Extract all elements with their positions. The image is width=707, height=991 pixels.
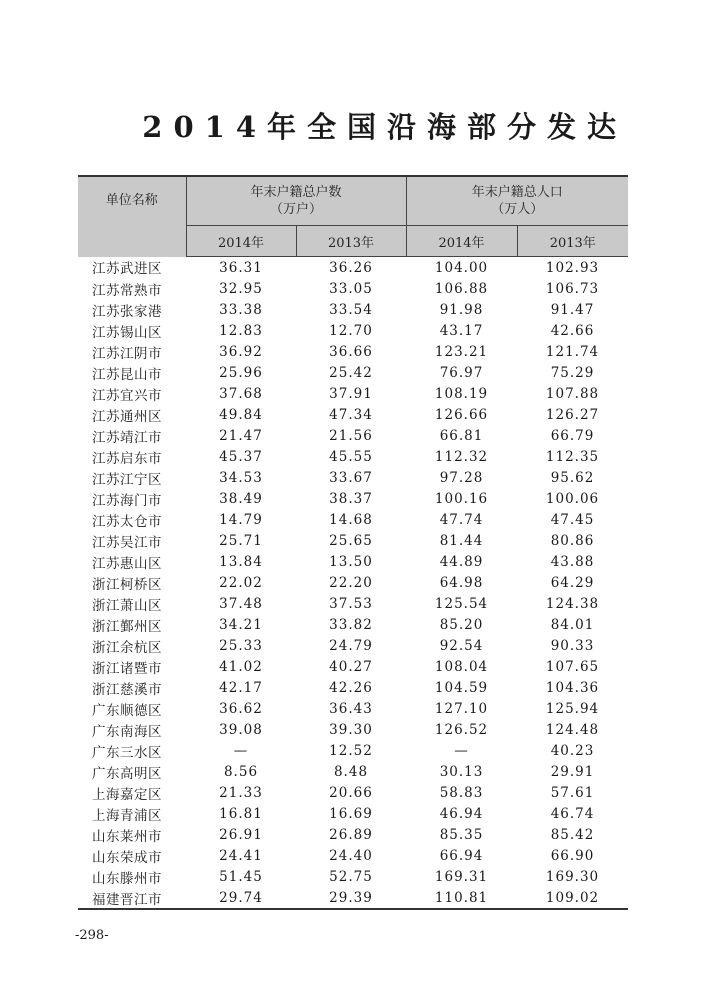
table-row xyxy=(78,320,628,341)
households-2014-cell: 16.81 xyxy=(219,805,263,822)
population-2014-cell: 100.16 xyxy=(434,490,489,507)
households-2013-cell: 33.67 xyxy=(329,469,373,486)
region-name-cell: 浙江柯桥区 xyxy=(92,576,162,593)
households-2013-cell: 37.91 xyxy=(329,385,373,402)
table-row xyxy=(78,341,628,362)
region-name-cell: 江苏吴江市 xyxy=(92,534,162,551)
table-row xyxy=(78,488,628,509)
region-name-cell: 江苏宜兴市 xyxy=(92,387,162,404)
population-2014-cell: 58.83 xyxy=(439,784,484,801)
population-2014-cell: 104.00 xyxy=(434,259,489,276)
population-2014-cell: 126.66 xyxy=(434,406,489,423)
population-2014-cell: 127.10 xyxy=(434,700,489,717)
households-2014-cell: 38.49 xyxy=(219,490,263,507)
table-row xyxy=(78,866,628,887)
households-2013-cell: 26.89 xyxy=(329,826,373,843)
population-2014-cell: 46.94 xyxy=(439,805,484,822)
table-row xyxy=(78,740,628,761)
table-body xyxy=(78,257,628,910)
region-name-cell: 江苏海门市 xyxy=(92,492,162,509)
households-2014-cell: 39.08 xyxy=(219,721,263,738)
households-2013-cell: 20.66 xyxy=(329,784,373,801)
households-2014-cell: 21.33 xyxy=(219,784,263,801)
region-name-cell: 江苏靖江市 xyxy=(92,429,162,446)
header-unit-name: 单位名称 xyxy=(78,176,186,257)
table-row xyxy=(78,761,628,782)
households-2014-cell: 21.47 xyxy=(219,427,263,444)
population-2013-cell: 124.38 xyxy=(545,595,600,612)
households-2013-cell: 47.34 xyxy=(329,406,373,423)
population-2013-cell: 104.36 xyxy=(545,679,600,696)
population-2014-cell: 66.94 xyxy=(439,847,484,864)
table-row xyxy=(78,614,628,635)
population-2014-cell: 47.74 xyxy=(439,511,484,528)
population-2014-cell: 123.21 xyxy=(434,343,489,360)
region-name-cell: 江苏常熟市 xyxy=(92,282,162,299)
population-2014-cell: 125.54 xyxy=(434,595,489,612)
population-2013-cell: 42.66 xyxy=(550,322,595,339)
population-2013-cell: 85.42 xyxy=(550,826,595,843)
region-name-cell: 广东高明区 xyxy=(92,765,162,782)
page-title: 2014年全国沿海部分发达 xyxy=(142,110,627,144)
region-name-cell: 广东顺德区 xyxy=(92,702,162,719)
households-2014-cell: 51.45 xyxy=(219,868,263,885)
header-row-groups xyxy=(78,176,628,226)
households-2014-cell: 36.31 xyxy=(219,259,263,276)
households-2014-cell: 34.53 xyxy=(219,469,263,486)
households-2013-cell: 21.56 xyxy=(329,427,373,444)
households-2013-cell: 36.26 xyxy=(329,259,373,276)
table-row xyxy=(78,530,628,551)
population-2014-cell: 97.28 xyxy=(439,469,484,486)
population-2014-cell: 30.13 xyxy=(439,763,484,780)
table-row xyxy=(78,845,628,866)
population-2013-cell: 121.74 xyxy=(545,343,600,360)
population-2014-cell: — xyxy=(454,742,469,759)
population-2013-cell: 169.30 xyxy=(545,868,600,885)
population-2013-cell: 126.27 xyxy=(545,406,600,423)
households-2013-cell: 52.75 xyxy=(329,868,373,885)
population-2014-cell: 126.52 xyxy=(434,721,489,738)
table-row xyxy=(78,635,628,656)
households-2014-cell: 37.48 xyxy=(219,595,263,612)
table-row xyxy=(78,446,628,467)
page-number: -298- xyxy=(75,928,109,943)
households-2013-cell: 33.82 xyxy=(329,616,373,633)
region-name-cell: 浙江余杭区 xyxy=(92,639,162,656)
households-2014-cell: 22.02 xyxy=(219,574,263,591)
table-row xyxy=(78,383,628,404)
population-2014-cell: 85.20 xyxy=(439,616,484,633)
population-2014-cell: 104.59 xyxy=(434,679,489,696)
population-2014-cell: 91.98 xyxy=(439,301,484,318)
table-row xyxy=(78,677,628,698)
population-2014-cell: 169.31 xyxy=(434,868,489,885)
population-2014-cell: 108.04 xyxy=(434,658,489,675)
table-header xyxy=(78,176,628,257)
population-2014-cell: 76.97 xyxy=(439,364,484,381)
population-2013-cell: 29.91 xyxy=(550,763,595,780)
table-row xyxy=(78,656,628,677)
table-row xyxy=(78,278,628,299)
households-2014-cell: 37.68 xyxy=(219,385,263,402)
households-2014-cell: 8.56 xyxy=(223,763,259,780)
table-row xyxy=(78,257,628,279)
households-2014-cell: 14.79 xyxy=(219,511,263,528)
households-2013-cell: 14.68 xyxy=(329,511,373,528)
households-2014-cell: — xyxy=(233,742,249,759)
population-2014-cell: 108.19 xyxy=(434,385,489,402)
households-2014-cell: 49.84 xyxy=(219,406,263,423)
households-2013-cell: 22.20 xyxy=(329,574,373,591)
households-2014-cell: 42.17 xyxy=(219,679,263,696)
header-group-households-label: 年末户籍总户数 xyxy=(250,185,342,200)
region-name-cell: 上海青浦区 xyxy=(92,807,162,824)
data-table-container xyxy=(78,175,628,910)
header-year: 2014年 xyxy=(406,226,517,257)
households-2014-cell: 34.21 xyxy=(219,616,263,633)
households-2013-cell: 24.79 xyxy=(329,637,373,654)
households-2014-cell: 26.91 xyxy=(219,826,263,843)
header-year: 2014年 xyxy=(186,226,296,257)
population-2013-cell: 84.01 xyxy=(550,616,595,633)
population-2013-cell: 112.35 xyxy=(545,448,600,465)
population-2014-cell: 43.17 xyxy=(439,322,484,339)
households-2013-cell: 45.55 xyxy=(329,448,373,465)
population-2013-cell: 109.02 xyxy=(517,887,628,909)
table-row xyxy=(78,425,628,446)
households-2013-cell: 33.05 xyxy=(329,280,373,297)
population-2013-cell: 75.29 xyxy=(550,364,595,381)
table-row xyxy=(78,698,628,719)
header-year: 2013年 xyxy=(296,226,406,257)
households-2014-cell: 41.02 xyxy=(219,658,263,675)
population-2013-cell: 90.33 xyxy=(550,637,595,654)
population-2013-cell: 95.62 xyxy=(550,469,595,486)
table-row xyxy=(78,551,628,572)
households-2013-cell: 40.27 xyxy=(329,658,373,675)
population-2013-cell: 106.73 xyxy=(545,280,600,297)
population-2014-cell: 64.98 xyxy=(439,574,484,591)
households-2014-cell: 24.41 xyxy=(219,847,263,864)
households-2013-cell: 24.40 xyxy=(329,847,373,864)
header-group-population-unit: （万人） xyxy=(491,202,544,217)
households-2014-cell: 25.33 xyxy=(219,637,263,654)
households-2014-cell: 13.84 xyxy=(219,553,263,570)
table-row xyxy=(78,299,628,320)
population-2013-cell: 43.88 xyxy=(550,553,595,570)
households-2013-cell: 36.66 xyxy=(329,343,373,360)
households-2013-cell: 16.69 xyxy=(329,805,373,822)
region-name-cell: 山东荣成市 xyxy=(92,849,162,866)
region-name-cell: 浙江慈溪市 xyxy=(92,681,162,698)
table-row xyxy=(78,467,628,488)
population-2013-cell: 125.94 xyxy=(545,700,600,717)
population-2013-cell: 47.45 xyxy=(550,511,595,528)
population-2014-cell: 106.88 xyxy=(434,280,489,297)
region-name-cell: 江苏惠山区 xyxy=(92,555,162,572)
region-name-cell: 山东莱州市 xyxy=(92,828,162,845)
households-2014-cell: 12.83 xyxy=(219,322,263,339)
table-row xyxy=(78,803,628,824)
households-2014-cell: 32.95 xyxy=(219,280,263,297)
header-group-population xyxy=(406,176,628,226)
population-2013-cell: 57.61 xyxy=(550,784,595,801)
population-2013-cell: 66.79 xyxy=(550,427,595,444)
population-2014-cell: 66.81 xyxy=(439,427,484,444)
population-2014-cell: 44.89 xyxy=(439,553,484,570)
region-name-cell: 山东滕州市 xyxy=(92,870,162,887)
region-name-cell: 江苏通州区 xyxy=(92,408,162,425)
population-2013-cell: 100.06 xyxy=(545,490,600,507)
data-table xyxy=(78,175,628,910)
region-name-cell: 江苏启东市 xyxy=(92,450,162,467)
population-2013-cell: 124.48 xyxy=(545,721,600,738)
table-row xyxy=(78,782,628,803)
households-2013-cell: 39.30 xyxy=(329,721,373,738)
population-2013-cell: 66.90 xyxy=(550,847,595,864)
table-row xyxy=(78,572,628,593)
population-2013-cell: 80.86 xyxy=(550,532,595,549)
table-row xyxy=(78,887,628,909)
header-year: 2013年 xyxy=(517,226,628,257)
households-2013-cell: 13.50 xyxy=(329,553,373,570)
households-2013-cell: 12.52 xyxy=(329,742,373,759)
households-2013-cell: 25.42 xyxy=(329,364,373,381)
households-2014-cell: 29.74 xyxy=(186,887,296,909)
table-row xyxy=(78,404,628,425)
households-2014-cell: 36.62 xyxy=(219,700,263,717)
region-name-cell: 江苏江阴市 xyxy=(92,345,162,362)
region-name-cell: 江苏武进区 xyxy=(92,261,162,278)
population-2013-cell: 46.74 xyxy=(550,805,595,822)
header-group-population-label: 年末户籍总人口 xyxy=(471,185,563,200)
households-2014-cell: 25.96 xyxy=(219,364,263,381)
header-group-households xyxy=(186,176,406,226)
region-name-cell: 福建晋江市 xyxy=(78,887,186,909)
region-name-cell: 浙江萧山区 xyxy=(92,597,162,614)
population-2014-cell: 81.44 xyxy=(439,532,484,549)
table-row xyxy=(78,362,628,383)
region-name-cell: 上海嘉定区 xyxy=(92,786,162,803)
households-2014-cell: 25.71 xyxy=(219,532,263,549)
region-name-cell: 浙江鄞州区 xyxy=(92,618,162,635)
households-2013-cell: 29.39 xyxy=(296,887,406,909)
region-name-cell: 江苏张家港 xyxy=(92,303,162,320)
population-2013-cell: 40.23 xyxy=(550,742,595,759)
region-name-cell: 江苏昆山市 xyxy=(92,366,162,383)
region-name-cell: 广东三水区 xyxy=(92,744,162,761)
households-2013-cell: 33.54 xyxy=(329,301,373,318)
households-2013-cell: 8.48 xyxy=(333,763,369,780)
population-2013-cell: 102.93 xyxy=(545,259,600,276)
region-name-cell: 广东南海区 xyxy=(92,723,162,740)
population-2013-cell: 107.88 xyxy=(545,385,600,402)
households-2013-cell: 12.70 xyxy=(329,322,373,339)
population-2013-cell: 64.29 xyxy=(550,574,595,591)
households-2014-cell: 45.37 xyxy=(219,448,263,465)
population-2013-cell: 91.47 xyxy=(550,301,595,318)
households-2013-cell: 38.37 xyxy=(329,490,373,507)
households-2013-cell: 36.43 xyxy=(329,700,373,717)
table-row xyxy=(78,593,628,614)
population-2013-cell: 107.65 xyxy=(545,658,600,675)
households-2013-cell: 37.53 xyxy=(329,595,373,612)
households-2013-cell: 25.65 xyxy=(329,532,373,549)
population-2014-cell: 112.32 xyxy=(434,448,489,465)
households-2014-cell: 33.38 xyxy=(219,301,263,318)
region-name-cell: 江苏江宁区 xyxy=(92,471,162,488)
population-2014-cell: 110.81 xyxy=(406,887,517,909)
region-name-cell: 浙江诸暨市 xyxy=(92,660,162,677)
table-row xyxy=(78,719,628,740)
population-2014-cell: 92.54 xyxy=(439,637,484,654)
table-row xyxy=(78,824,628,845)
region-name-cell: 江苏锡山区 xyxy=(92,324,162,341)
region-name-cell: 江苏太仓市 xyxy=(92,513,162,530)
header-group-households-unit: （万户） xyxy=(270,202,323,217)
population-2014-cell: 85.35 xyxy=(439,826,484,843)
households-2014-cell: 36.92 xyxy=(219,343,263,360)
households-2013-cell: 42.26 xyxy=(329,679,373,696)
table-row xyxy=(78,509,628,530)
